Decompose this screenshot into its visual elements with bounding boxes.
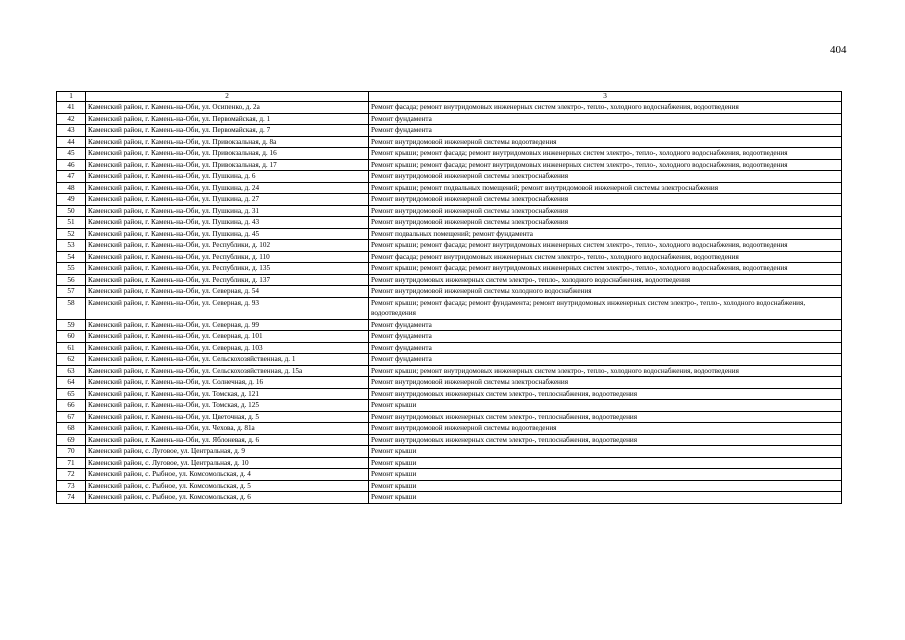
address-cell: Каменский район, г. Камень-на-Оби, ул. Республики, д. 102	[86, 240, 369, 252]
address-cell: Каменский район, г. Камень-на-Оби, ул. Северная, д. 99	[86, 319, 369, 331]
table-row	[57, 228, 842, 240]
work-type-cell: Ремонт фасада; ремонт внутридомовых инженерных систем электро-, тепло-, холодного водоснабжения, водоотведения	[369, 251, 842, 263]
work-type-cell: Ремонт внутридомовой инженерной системы водоотведения	[369, 423, 842, 435]
table-row	[57, 457, 842, 469]
row-number-cell: 70	[57, 446, 86, 458]
address-cell: Каменский район, г. Камень-на-Оби, ул. Яблоневая, д. 6	[86, 434, 369, 446]
table-row	[57, 434, 842, 446]
row-number-cell: 56	[57, 274, 86, 286]
work-type-cell: Ремонт фундамента	[369, 331, 842, 343]
work-type-cell: Ремонт внутридомовых инженерных систем электро-, теплоснабжения, водоотведения	[369, 388, 842, 400]
row-number-cell: 49	[57, 194, 86, 206]
work-type-cell: Ремонт внутридомовой инженерной системы электроснабжения	[369, 217, 842, 229]
address-cell: Каменский район, г. Камень-на-Оби, ул. Чехова, д. 81а	[86, 423, 369, 435]
work-type-cell: Ремонт фундамента	[369, 319, 842, 331]
work-type-cell: Ремонт крыши; ремонт фасада; ремонт внутридомовых инженерных систем электро-, тепло-, холодного водоснабжения, водоотведения	[369, 148, 842, 160]
row-number-cell: 41	[57, 102, 86, 114]
column-number-row	[57, 92, 842, 102]
address-cell: Каменский район, г. Камень-на-Оби, ул. Республики, д. 137	[86, 274, 369, 286]
address-cell: Каменский район, г. Камень-на-Оби, ул. Республики, д. 110	[86, 251, 369, 263]
row-number-cell: 67	[57, 411, 86, 423]
work-type-cell: Ремонт внутридомовой инженерной системы электроснабжения	[369, 171, 842, 183]
table-row	[57, 205, 842, 217]
work-type-cell: Ремонт внутридомовой инженерной системы электроснабжения	[369, 194, 842, 206]
address-cell: Каменский район, г. Камень-на-Оби, ул. Томская, д. 121	[86, 388, 369, 400]
registry-table	[56, 91, 842, 504]
table-row	[57, 194, 842, 206]
work-type-cell: Ремонт фундамента	[369, 354, 842, 366]
row-number-cell: 43	[57, 125, 86, 137]
row-number-cell: 46	[57, 159, 86, 171]
row-number-cell: 51	[57, 217, 86, 229]
row-number-cell: 73	[57, 480, 86, 492]
address-cell: Каменский район, г. Камень-на-Оби, ул. Северная, д. 101	[86, 331, 369, 343]
row-number-cell: 55	[57, 263, 86, 275]
row-number-cell: 48	[57, 182, 86, 194]
work-type-cell: Ремонт фасада; ремонт внутридомовых инженерных систем электро-, тепло-, холодного водоснабжения, водоотведения	[369, 102, 842, 114]
row-number-cell: 68	[57, 423, 86, 435]
work-type-cell: Ремонт крыши	[369, 480, 842, 492]
address-cell: Каменский район, с. Луговое, ул. Центральная, д. 9	[86, 446, 369, 458]
address-cell: Каменский район, с. Рыбное, ул. Комсомольская, д. 6	[86, 492, 369, 504]
column-header-3: 3	[369, 92, 842, 102]
work-type-cell: Ремонт внутридомовых инженерных систем электро-, теплоснабжения, водоотведения	[369, 434, 842, 446]
row-number-cell: 72	[57, 469, 86, 481]
row-number-cell: 63	[57, 365, 86, 377]
row-number-cell: 69	[57, 434, 86, 446]
row-number-cell: 62	[57, 354, 86, 366]
address-cell: Каменский район, с. Рыбное, ул. Комсомольская, д. 4	[86, 469, 369, 481]
address-cell: Каменский район, г. Камень-на-Оби, ул. Северная, д. 54	[86, 286, 369, 298]
address-cell: Каменский район, г. Камень-на-Оби, ул. Пушкина, д. 24	[86, 182, 369, 194]
table-row	[57, 263, 842, 275]
address-cell: Каменский район, г. Камень-на-Оби, ул. Пушкина, д. 43	[86, 217, 369, 229]
work-type-cell: Ремонт крыши	[369, 492, 842, 504]
address-cell: Каменский район, г. Камень-на-Оби, ул. Сельскохозяйственная, д. 15а	[86, 365, 369, 377]
address-cell: Каменский район, г. Камень-на-Оби, ул. Пушкина, д. 6	[86, 171, 369, 183]
work-type-cell: Ремонт фундамента	[369, 125, 842, 137]
table-row	[57, 411, 842, 423]
row-number-cell: 58	[57, 297, 86, 319]
work-type-cell: Ремонт внутридомовой инженерной системы холодного водоснабжения	[369, 286, 842, 298]
row-number-cell: 74	[57, 492, 86, 504]
address-cell: Каменский район, г. Камень-на-Оби, ул. Республики, д. 135	[86, 263, 369, 275]
table-row	[57, 217, 842, 229]
table-row	[57, 286, 842, 298]
work-type-cell: Ремонт крыши; ремонт фасада; ремонт внутридомовых инженерных систем электро-, тепло-, холодного водоснабжения, водоотведения	[369, 159, 842, 171]
table-row	[57, 297, 842, 319]
table-row	[57, 274, 842, 286]
table-row	[57, 251, 842, 263]
work-type-cell: Ремонт крыши; ремонт подвальных помещений; ремонт внутридомовой инженерной системы электроснабжения	[369, 182, 842, 194]
table-row	[57, 492, 842, 504]
table-row	[57, 171, 842, 183]
row-number-cell: 64	[57, 377, 86, 389]
work-type-cell: Ремонт внутридомовой инженерной системы электроснабжения	[369, 377, 842, 389]
table-row	[57, 342, 842, 354]
work-type-cell: Ремонт внутридомовой инженерной системы водоотведения	[369, 136, 842, 148]
work-type-cell: Ремонт фундамента	[369, 113, 842, 125]
table-row	[57, 354, 842, 366]
row-number-cell: 65	[57, 388, 86, 400]
work-type-cell: Ремонт крыши; ремонт фасада; ремонт фундамента; ремонт внутридомовых инженерных систем электро-, тепло-, холодного водоснабжения, водоотведения	[369, 297, 842, 319]
address-cell: Каменский район, г. Камень-на-Оби, ул. Первомайская, д. 7	[86, 125, 369, 137]
address-cell: Каменский район, г. Камень-на-Оби, ул. Пушкина, д. 27	[86, 194, 369, 206]
table-row	[57, 319, 842, 331]
row-number-cell: 54	[57, 251, 86, 263]
page-number: 404	[830, 44, 847, 56]
table-row	[57, 365, 842, 377]
address-cell: Каменский район, с. Луговое, ул. Центральная, д. 10	[86, 457, 369, 469]
address-cell: Каменский район, г. Камень-на-Оби, ул. Привокзальная, д. 8а	[86, 136, 369, 148]
table-row	[57, 240, 842, 252]
work-type-cell: Ремонт внутридомовых инженерных систем электро-, теплоснабжения, водоотведения	[369, 411, 842, 423]
row-number-cell: 52	[57, 228, 86, 240]
work-type-cell: Ремонт крыши	[369, 457, 842, 469]
address-cell: Каменский район, г. Камень-на-Оби, ул. Северная, д. 93	[86, 297, 369, 319]
row-number-cell: 66	[57, 400, 86, 412]
table-row	[57, 377, 842, 389]
work-type-cell: Ремонт крыши; ремонт внутридомовых инженерных систем электро-, тепло-, холодного водоснабжения, водоотведения	[369, 365, 842, 377]
table-row	[57, 446, 842, 458]
work-type-cell: Ремонт внутридомовых инженерных систем электро-, тепло-, холодного водоснабжения, водоотведения	[369, 274, 842, 286]
row-number-cell: 45	[57, 148, 86, 160]
table-row	[57, 159, 842, 171]
address-cell: Каменский район, г. Камень-на-Оби, ул. Осипенко, д. 2а	[86, 102, 369, 114]
row-number-cell: 71	[57, 457, 86, 469]
row-number-cell: 57	[57, 286, 86, 298]
work-type-cell: Ремонт крыши; ремонт фасада; ремонт внутридомовых инженерных систем электро-, тепло-, холодного водоснабжения, водоотведения	[369, 240, 842, 252]
address-cell: Каменский район, г. Камень-на-Оби, ул. Сельскохозяйственная, д. 1	[86, 354, 369, 366]
address-cell: Каменский район, г. Камень-на-Оби, ул. Томская, д. 125	[86, 400, 369, 412]
address-cell: Каменский район, г. Камень-на-Оби, ул. Первомайская, д. 1	[86, 113, 369, 125]
work-type-cell: Ремонт крыши; ремонт фасада; ремонт внутридомовых инженерных систем электро-, тепло-, холодного водоснабжения, водоотведения	[369, 263, 842, 275]
table-row	[57, 148, 842, 160]
table-row	[57, 423, 842, 435]
table-row	[57, 102, 842, 114]
address-cell: Каменский район, г. Камень-на-Оби, ул. Пушкина, д. 45	[86, 228, 369, 240]
table-row	[57, 113, 842, 125]
row-number-cell: 42	[57, 113, 86, 125]
address-cell: Каменский район, г. Камень-на-Оби, ул. Солнечная, д. 16	[86, 377, 369, 389]
table-row	[57, 125, 842, 137]
address-cell: Каменский район, г. Камень-на-Оби, ул. Северная, д. 103	[86, 342, 369, 354]
table-row	[57, 388, 842, 400]
row-number-cell: 53	[57, 240, 86, 252]
table-row	[57, 182, 842, 194]
address-cell: Каменский район, г. Камень-на-Оби, ул. Цветочная, д. 5	[86, 411, 369, 423]
address-cell: Каменский район, г. Камень-на-Оби, ул. Привокзальная, д. 16	[86, 148, 369, 160]
row-number-cell: 59	[57, 319, 86, 331]
work-type-cell: Ремонт крыши	[369, 400, 842, 412]
row-number-cell: 50	[57, 205, 86, 217]
row-number-cell: 60	[57, 331, 86, 343]
row-number-cell: 44	[57, 136, 86, 148]
work-type-cell: Ремонт фундамента	[369, 342, 842, 354]
table-row	[57, 331, 842, 343]
table-row	[57, 136, 842, 148]
column-header-2: 2	[86, 92, 369, 102]
column-header-1: 1	[57, 92, 86, 102]
table-row	[57, 469, 842, 481]
table-row	[57, 480, 842, 492]
table-row	[57, 400, 842, 412]
address-cell: Каменский район, г. Камень-на-Оби, ул. Пушкина, д. 31	[86, 205, 369, 217]
work-type-cell: Ремонт внутридомовой инженерной системы электроснабжения	[369, 205, 842, 217]
address-cell: Каменский район, г. Камень-на-Оби, ул. Привокзальная, д. 17	[86, 159, 369, 171]
work-type-cell: Ремонт крыши	[369, 469, 842, 481]
work-type-cell: Ремонт крыши	[369, 446, 842, 458]
row-number-cell: 47	[57, 171, 86, 183]
row-number-cell: 61	[57, 342, 86, 354]
work-type-cell: Ремонт подвальных помещений; ремонт фундамента	[369, 228, 842, 240]
address-cell: Каменский район, с. Рыбное, ул. Комсомольская, д. 5	[86, 480, 369, 492]
registry-table-body	[57, 92, 842, 504]
